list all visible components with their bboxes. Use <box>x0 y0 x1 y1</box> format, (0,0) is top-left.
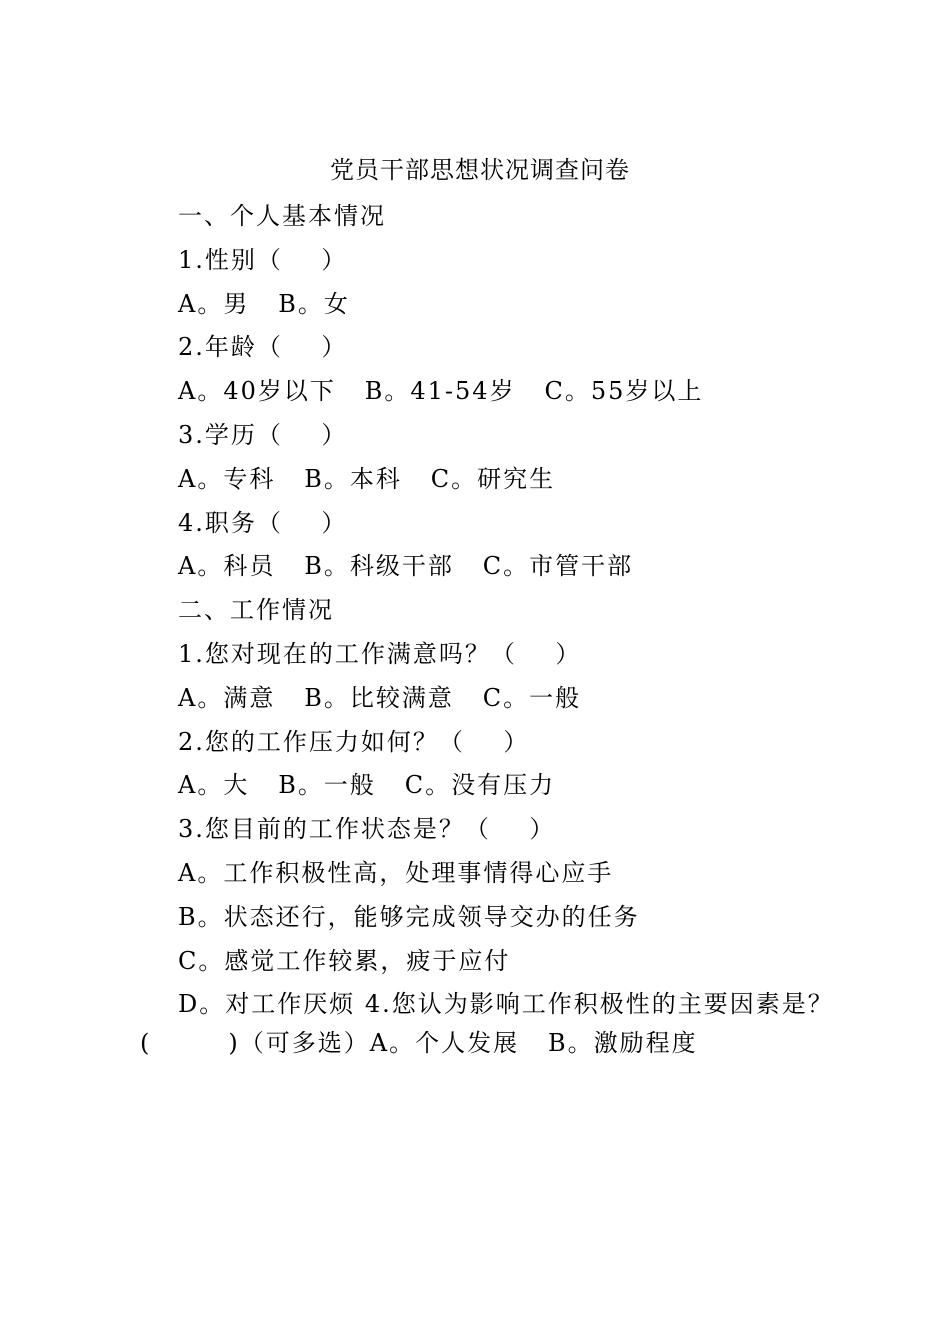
options-factors: ( )（可多选）A。个人发展 B。激励程度 <box>140 1029 698 1057</box>
options-education: A。专科 B。本科 C。研究生 <box>178 464 556 493</box>
question-age: 2.年龄（ ） <box>178 333 348 362</box>
question-position: 4.职务（ ） <box>178 508 348 537</box>
questionnaire-body <box>178 195 838 1027</box>
document-title: 党员干部思想状况调查问卷 <box>330 156 630 184</box>
question-education: 3.学历（ ） <box>178 420 348 449</box>
options-gender: A。男 B。女 <box>178 289 350 318</box>
option-work-state-b: B。状态还行，能够完成领导交办的任务 <box>178 902 640 931</box>
options-position: A。科员 B。科级干部 C。市管干部 <box>178 552 634 581</box>
options-pressure: A。大 B。一般 C。没有压力 <box>178 771 556 800</box>
question-satisfaction: 1.您对现在的工作满意吗？（ ） <box>178 639 582 668</box>
options-age: A。40岁以下 B。41-54岁 C。55岁以上 <box>178 377 704 406</box>
question-pressure: 2.您的工作压力如何？（ ） <box>178 727 530 756</box>
option-work-state-c: C。感觉工作较累，疲于应付 <box>178 946 511 975</box>
options-satisfaction: A。满意 B。比较满意 C。一般 <box>178 683 582 712</box>
question-work-state: 3.您目前的工作状态是？（ ） <box>178 815 556 844</box>
option-work-state-d-and-question-factors: D。对工作厌烦 4.您认为影响工作积极性的主要因素是？ <box>178 990 834 1019</box>
section-heading-work: 二、工作情况 <box>178 596 334 625</box>
section-heading-personal: 一、个人基本情况 <box>178 202 386 230</box>
option-work-state-a: A。工作积极性高，处理事情得心应手 <box>178 858 614 887</box>
question-gender: 1.性别（ ） <box>178 245 348 274</box>
